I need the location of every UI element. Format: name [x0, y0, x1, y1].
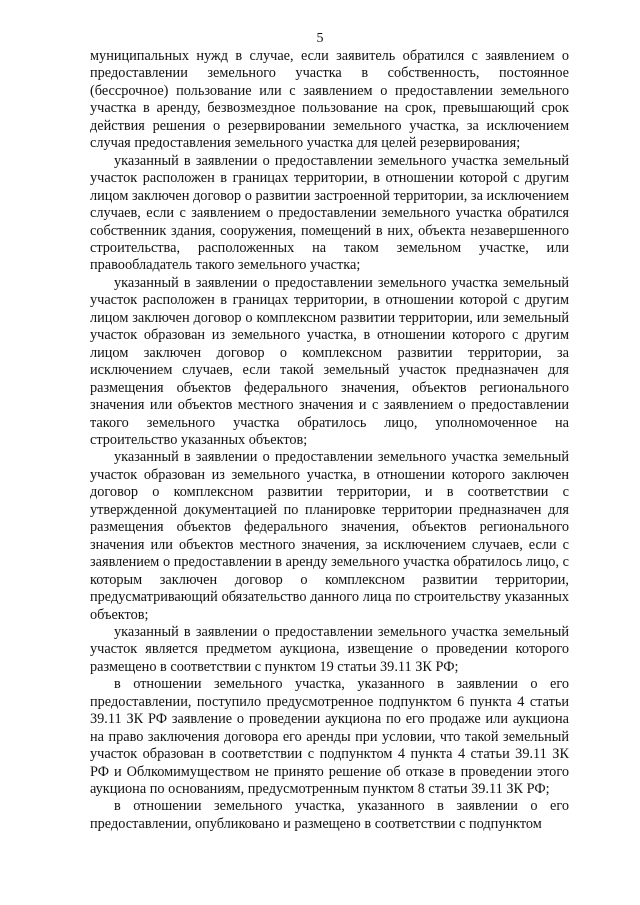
paragraph-planning-documentation: указанный в заявлении о предоставлении земельного участка земельный участок образован из земельного участка, в отношении которого заключен договор о комплексном развитии территории, и в соответствии с утвержденной документацией по планировке территории предназначен для размещения объектов федерального значения, объектов регионального значения или объектов местного значения, за исключением случаев, если с заявлением о предоставлении в аренду земельного участка обратилось лицо, с которым заключен договор о комплексном развитии территории, предусматривающий обязательство данного лица по строительству указанных объектов; — [90, 449, 569, 623]
paragraph-auction-subject: указанный в заявлении о предоставлении земельного участка земельный участок является предметом аукциона, извещение о проведении которого размещено в соответствии с пунктом 19 статьи 39.11 ЗК РФ; — [90, 623, 569, 675]
paragraph-development-territory: указанный в заявлении о предоставлении земельного участка земельный участок расположен в границах территории, в отношении которой с другим лицом заключен договор о развитии застроенной территории, за исключением случаев, если с заявлением о предоставлении земельного участка обратился собственник здания, сооружения, помещений в них, объекта незавершенного строительства, расположенных на таком земельном участке, или правообладатель такого земельного участка; — [90, 152, 569, 274]
paragraph-complex-development: указанный в заявлении о предоставлении земельного участка земельный участок расположен в границах территории, в отношении которой с другим лицом заключен договор о комплексном развитии территории, или земельный участок образован из земельного участка, в отношении которого с другим лицом заключен договор о комплексном развитии территории, за исключением случаев, если такой земельный участок предназначен для размещения объектов федерального значения, объектов регионального значения или объектов местного значения и с заявлением о предоставлении такого земельного участка обратилось лицо, уполномоченное на строительство указанных объектов; — [90, 274, 569, 448]
document-body — [90, 48, 569, 833]
paragraph-auction-application: в отношении земельного участка, указанного в заявлении о его предоставлении, поступило предусмотренное подпунктом 6 пункта 4 статьи 39.11 ЗК РФ заявление о проведении аукциона по его продаже или аукциона на право заключения договора его аренды при условии, что такой земельный участок образован в соответствии с подпунктом 4 пункта 4 статьи 39.11 ЗК РФ и Облкомимуществом не принято решение об отказе в проведении этого аукциона по основаниям, предусмотренным пунктом 8 статьи 39.11 ЗК РФ; — [90, 676, 569, 798]
paragraph-continuation: муниципальных нужд в случае, если заявитель обратился с заявлением о предоставлении земельного участка в собственность, постоянное (бессрочное) пользование или с заявлением о предоставлении земельного участка в аренду, безвозмездное пользование на срок, превышающий срок действия решения о резервировании земельного участка, за исключением случая предоставления земельного участка для целей резервирования; — [90, 48, 569, 152]
page-number: 5 — [316, 31, 324, 46]
paragraph-publication: в отношении земельного участка, указанного в заявлении о его предоставлении, опубликовано и размещено в соответствии с подпунктом — [90, 798, 569, 832]
